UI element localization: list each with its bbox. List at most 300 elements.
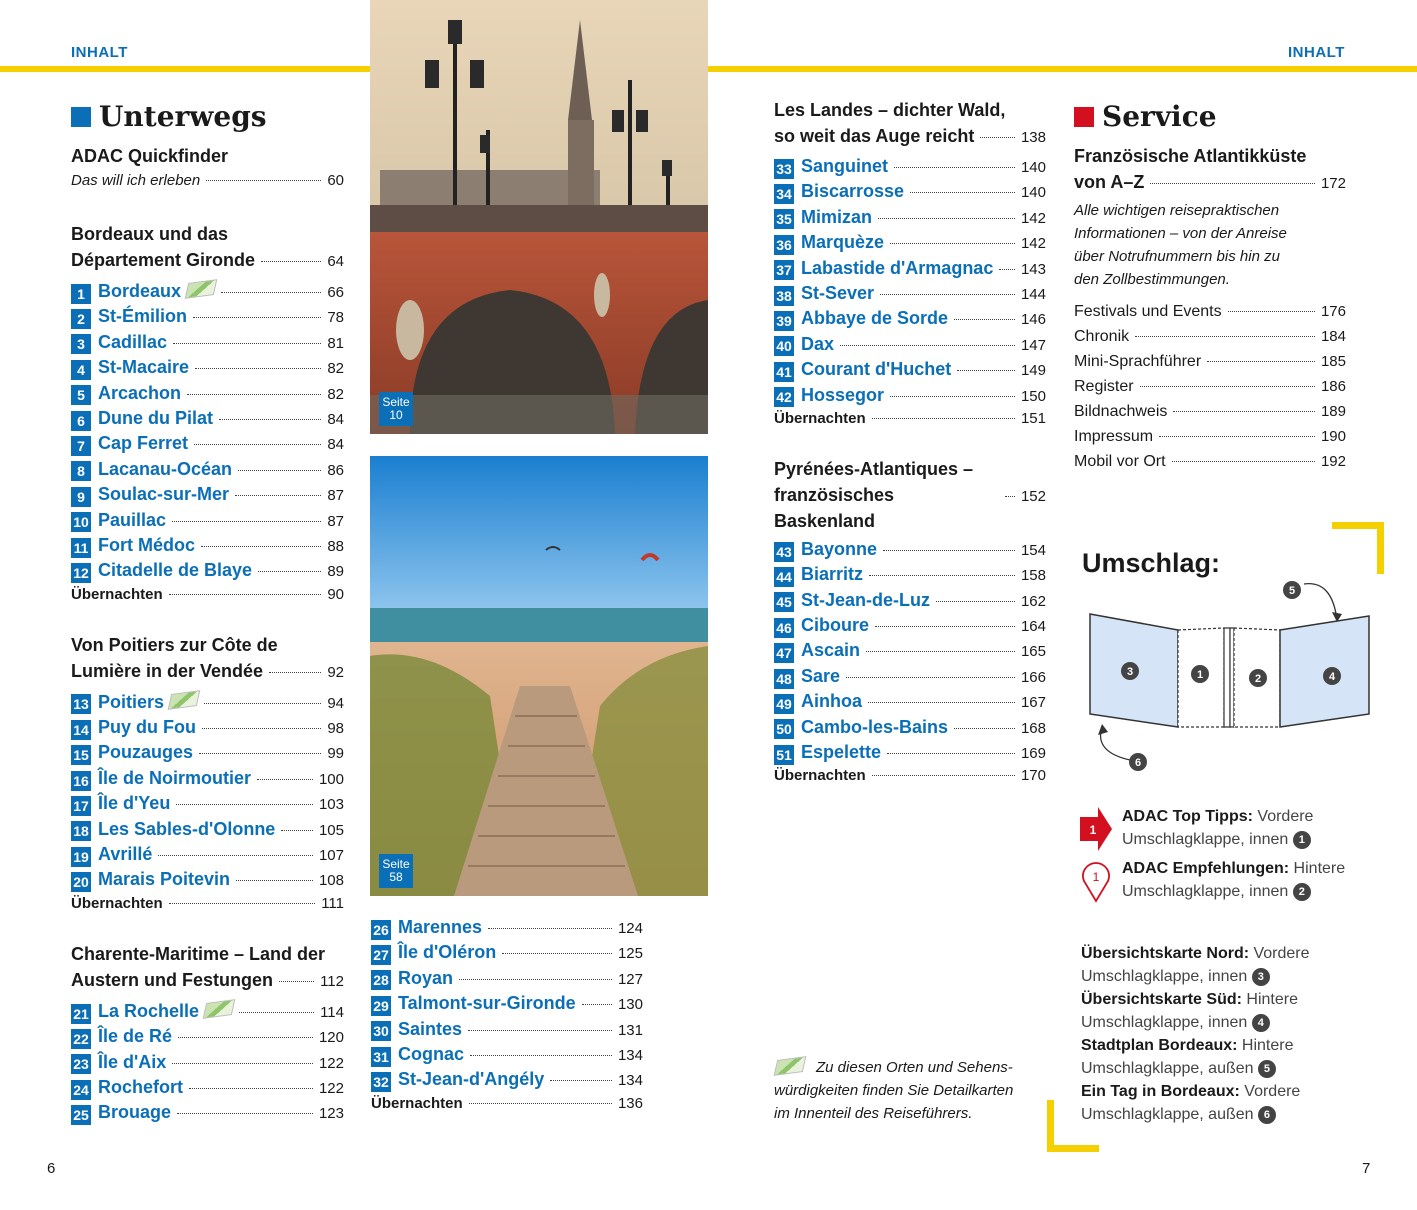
service-az-title[interactable]: Französische Atlantikküste von A–Z 172 (1074, 146, 1346, 192)
entry-page-number: 114 (320, 1003, 344, 1021)
entry-page-number: 143 (1020, 260, 1046, 278)
entry-number-badge: 15 (71, 745, 91, 765)
entry-place-name: Royan (398, 967, 454, 988)
leader-dots (470, 1055, 612, 1056)
cover-entry: Ein Tag in Bordeaux: Vordere Umschlagklappe, außen 6 (1081, 1083, 1301, 1123)
leader-dots (178, 1037, 313, 1038)
leader-dots (582, 1004, 612, 1005)
toc-list-charente-continued (371, 917, 643, 1095)
top-tipps-legend: 1 ADAC Top Tipps: Vordere Umschlagklappe, innen 1 (1080, 805, 1360, 851)
service-entry-label: Mini-Sprachführer (1074, 353, 1202, 370)
entry-page-number: 87 (327, 487, 344, 505)
entry-page-number: 78 (327, 309, 344, 327)
toc-entry[interactable] (71, 793, 344, 818)
toc-entry[interactable] (371, 1044, 643, 1069)
toc-entry[interactable] (774, 232, 1046, 257)
toc-entry[interactable] (774, 666, 1046, 691)
corner-mark-top (1332, 522, 1384, 574)
leader-dots (846, 677, 1015, 678)
entry-page-number: 150 (1020, 387, 1046, 405)
entry-place-name: Île de Ré (98, 1026, 173, 1047)
entry-place-name: Fort Médoc (98, 534, 195, 555)
leader-dots (221, 292, 321, 293)
toc-entry[interactable] (71, 408, 344, 433)
service-list (1074, 303, 1346, 478)
entry-page-number: 146 (1020, 311, 1046, 329)
leader-dots (177, 1113, 313, 1114)
page-number-right: 7 (1362, 1160, 1371, 1177)
entry-page-number: 149 (1020, 362, 1046, 380)
entry-place-name: Pauillac (98, 509, 167, 530)
toc-entry[interactable] (774, 691, 1046, 716)
cover-diagram (1082, 572, 1382, 782)
leader-dots (1173, 411, 1315, 412)
group-title-pyrenees: Pyrénées-Atlantiques – französisches Baskenland 152 (774, 458, 1046, 531)
toc-entry[interactable] (774, 564, 1046, 589)
entry-place-name: Bayonne (801, 538, 878, 559)
entry-place-name: Courant d'Huchet (801, 359, 952, 380)
leader-dots (281, 830, 313, 831)
detail-map-icon (185, 279, 218, 299)
entry-place-name: Île d'Oléron (398, 942, 497, 963)
entry-page-number: 120 (318, 1029, 344, 1047)
entry-page-number: 87 (327, 512, 344, 530)
toc-entry[interactable] (71, 1052, 344, 1077)
entry-place-name: Hossegor (801, 384, 885, 405)
blue-square-icon (71, 107, 91, 127)
toc-entry[interactable] (71, 768, 344, 793)
svg-text:1: 1 (1196, 669, 1204, 681)
leader-dots (1159, 436, 1315, 437)
leader-dots (193, 317, 321, 318)
uebernachten-landes[interactable]: Übernachten 151 (774, 409, 1046, 427)
toc-entry[interactable] (71, 357, 344, 382)
leader-dots (840, 345, 1015, 346)
group-title-charente: Charente-Maritime – Land der Austern und Festungen 112 (71, 943, 344, 990)
entry-number-badge: 7 (71, 436, 91, 456)
entry-number-badge: 26 (371, 920, 391, 940)
leader-dots (235, 495, 321, 496)
entry-page-number: 125 (617, 945, 643, 963)
toc-entry[interactable] (71, 560, 344, 585)
service-entry[interactable] (1074, 378, 1346, 403)
toc-entry[interactable] (774, 539, 1046, 564)
toc-entry[interactable] (71, 717, 344, 742)
leader-dots (502, 953, 612, 954)
entry-page-number: 100 (318, 770, 344, 788)
toc-entry[interactable] (71, 742, 344, 767)
umschlag-title: Umschlag: (1082, 548, 1221, 578)
entry-number-badge: 13 (71, 694, 91, 714)
leader-dots (158, 855, 313, 856)
toc-entry[interactable] (774, 283, 1046, 308)
entry-page-number: 122 (318, 1079, 344, 1097)
leader-dots (1140, 386, 1315, 387)
entry-place-name: Dax (801, 333, 835, 354)
entry-page-number: 82 (327, 385, 344, 403)
entry-place-name: St-Émilion (98, 306, 187, 327)
entry-place-name: St-Macaire (98, 357, 190, 378)
entry-place-name: Dune du Pilat (98, 407, 214, 428)
entry-number-badge: 35 (774, 209, 794, 229)
toc-entry[interactable] (71, 281, 344, 306)
toc-entry[interactable] (71, 1077, 344, 1102)
toc-entry[interactable] (71, 869, 344, 894)
left-column (71, 100, 344, 1128)
toc-entry[interactable] (71, 819, 344, 844)
entry-page-number: 99 (327, 745, 344, 763)
entry-number-badge: 20 (71, 872, 91, 892)
toc-entry[interactable] (71, 1102, 344, 1127)
leader-dots (459, 979, 612, 980)
badge-2: 2 (1293, 883, 1311, 901)
entry-number-badge: 16 (71, 771, 91, 791)
entry-place-name: Cap Ferret (98, 433, 189, 454)
service-entry-label: Bildnachweis (1074, 403, 1168, 420)
svg-text:6: 6 (1134, 757, 1142, 769)
toc-entry[interactable] (71, 510, 344, 535)
entry-number-badge: 40 (774, 336, 794, 356)
toc-entry[interactable] (371, 917, 643, 942)
svg-text:4: 4 (1328, 671, 1336, 683)
service-entry[interactable] (1074, 353, 1346, 378)
toc-entry[interactable] (774, 308, 1046, 333)
entry-number-badge: 32 (371, 1072, 391, 1092)
leader-dots (204, 703, 321, 704)
toc-entry[interactable] (71, 306, 344, 331)
seite-badge-top: Seite 10 (379, 392, 413, 426)
entry-page-number: 166 (1020, 668, 1046, 686)
entry-page-number: 165 (1020, 643, 1046, 661)
photo-beach-path (370, 456, 708, 896)
empfehlung-marker-icon (1080, 859, 1112, 903)
service-entry-label: Impressum (1074, 428, 1154, 445)
entry-place-name: St-Jean-d'Angély (398, 1069, 545, 1090)
entry-page-number: 164 (1020, 618, 1046, 636)
entry-place-name: Sare (801, 665, 841, 686)
entry-place-name: Marais Poitevin (98, 869, 231, 890)
leader-dots (1207, 361, 1315, 362)
entry-page-number: 134 (617, 1046, 643, 1064)
service-entry-page: 192 (1320, 453, 1346, 470)
svg-text:1: 1 (1089, 823, 1097, 837)
entry-page-number: 142 (1020, 235, 1046, 253)
uebernachten-charente[interactable]: Übernachten 136 (371, 1094, 643, 1112)
entry-place-name: St-Jean-de-Luz (801, 589, 931, 610)
uebernachten-gironde[interactable]: Übernachten 90 (71, 585, 344, 603)
leader-dots (468, 1030, 612, 1031)
entry-page-number: 82 (327, 360, 344, 378)
service-entry-page: 185 (1320, 353, 1346, 370)
entry-number-badge: 12 (71, 563, 91, 583)
entry-number-badge: 51 (774, 745, 794, 765)
toc-entry[interactable] (774, 640, 1046, 665)
entry-number-badge: 18 (71, 821, 91, 841)
entry-number-badge: 43 (774, 542, 794, 562)
service-entry[interactable] (1074, 303, 1346, 328)
top-tipp-marker-icon (1080, 807, 1114, 851)
entry-number-badge: 34 (774, 184, 794, 204)
toc-entry[interactable] (371, 1069, 643, 1094)
leader-dots (894, 167, 1015, 168)
right-column-1 (774, 97, 1046, 793)
leader-dots (239, 1012, 314, 1013)
detail-map-icon (203, 999, 236, 1019)
entry-number-badge: 23 (71, 1054, 91, 1074)
entry-page-number: 134 (617, 1072, 643, 1090)
leader-dots (866, 651, 1015, 652)
toc-entry[interactable] (71, 692, 344, 717)
toc-entry[interactable] (371, 993, 643, 1018)
entry-place-name: Ciboure (801, 615, 870, 636)
toc-entry[interactable] (774, 207, 1046, 232)
service-entry-page: 189 (1320, 403, 1346, 420)
cover-badge: 3 (1252, 968, 1270, 986)
service-column (1074, 100, 1346, 478)
entry-page-number: 84 (327, 410, 344, 428)
section-title-service: Service (1074, 100, 1346, 133)
quickfinder-entry[interactable]: Das will ich erleben 60 (71, 172, 344, 189)
entry-number-badge: 24 (71, 1080, 91, 1100)
toc-entry[interactable] (71, 1026, 344, 1051)
leader-dots (199, 753, 321, 754)
uebernachten-pyrenees[interactable]: Übernachten 170 (774, 767, 1046, 785)
service-entry-label: Festivals und Events (1074, 303, 1222, 320)
leader-dots (890, 243, 1015, 244)
entry-page-number: 107 (318, 847, 344, 865)
entry-place-name: Avrillé (98, 844, 153, 865)
entry-number-badge: 47 (774, 643, 794, 663)
entry-number-badge: 42 (774, 387, 794, 407)
group-title-vendee: Von Poitiers zur Côte de Lumière in der Vendée 92 (71, 634, 344, 681)
entry-place-name: Rochefort (98, 1076, 183, 1097)
entry-page-number: 81 (327, 334, 344, 352)
entry-place-name: Bordeaux (98, 281, 182, 301)
leader-dots (176, 804, 313, 805)
entry-number-badge: 28 (371, 970, 391, 990)
cover-badge: 4 (1252, 1014, 1270, 1032)
entry-page-number: 124 (617, 920, 643, 937)
empfehlungen-legend: 1 ADAC Empfehlungen: Hintere Umschlagklappe, innen 2 (1080, 857, 1360, 903)
leader-dots (189, 1088, 313, 1089)
entry-page-number: 127 (617, 970, 643, 988)
toc-entry[interactable] (71, 433, 344, 458)
entry-page-number: 86 (327, 461, 344, 479)
entry-number-badge: 25 (71, 1105, 91, 1125)
section-title-unterwegs: Unterwegs (71, 100, 344, 133)
entry-number-badge: 36 (774, 235, 794, 255)
service-entry-label: Chronik (1074, 328, 1130, 345)
cover-entry: Stadtplan Bordeaux: Hintere Umschlagklappe, außen 5 (1081, 1037, 1294, 1077)
entry-number-badge: 44 (774, 567, 794, 587)
toc-entry[interactable] (774, 359, 1046, 384)
entry-page-number: 105 (318, 821, 344, 839)
toc-entry[interactable] (774, 181, 1046, 206)
service-entry[interactable] (1074, 403, 1346, 428)
leader-dots (488, 928, 612, 929)
toc-entry[interactable] (774, 742, 1046, 767)
entry-page-number: 84 (327, 436, 344, 454)
group-title-gironde: Bordeaux und das Département Gironde 64 (71, 224, 344, 270)
svg-text:1: 1 (1092, 870, 1100, 884)
seite-badge-bottom: Seite 58 (379, 854, 413, 888)
leader-dots (187, 394, 321, 395)
leader-dots (258, 571, 321, 572)
entry-number-badge: 30 (371, 1021, 391, 1041)
entry-page-number: 144 (1020, 285, 1046, 303)
entry-page-number: 168 (1020, 719, 1046, 737)
entry-number-badge: 22 (71, 1029, 91, 1049)
toc-entry[interactable] (371, 942, 643, 967)
entry-number-badge: 3 (71, 334, 91, 354)
entry-number-badge: 49 (774, 694, 794, 714)
toc-entry[interactable] (774, 590, 1046, 615)
entry-number-badge: 14 (71, 720, 91, 740)
entry-place-name: St-Sever (801, 282, 875, 303)
service-entry-page: 186 (1320, 378, 1346, 395)
leader-dots (202, 728, 321, 729)
beach-illustration (370, 456, 708, 896)
toc-entry[interactable] (71, 535, 344, 560)
entry-page-number: 98 (327, 720, 344, 738)
leader-dots (172, 521, 321, 522)
header-rule-left (0, 66, 370, 72)
entry-number-badge: 9 (71, 487, 91, 507)
entry-page-number: 140 (1020, 184, 1046, 202)
leader-dots (1172, 461, 1315, 462)
bridge-illustration (370, 0, 708, 434)
service-entry-page: 176 (1320, 303, 1346, 320)
entry-number-badge: 33 (774, 159, 794, 179)
service-entry[interactable] (1074, 428, 1346, 453)
leader-dots (910, 192, 1015, 193)
toc-entry[interactable] (774, 156, 1046, 181)
entry-number-badge: 8 (71, 461, 91, 481)
leader-dots (875, 626, 1015, 627)
entry-number-badge: 39 (774, 311, 794, 331)
leader-dots (957, 370, 1015, 371)
leader-dots (878, 218, 1015, 219)
entry-place-name: La Rochelle (98, 1000, 200, 1021)
toc-entry[interactable] (774, 717, 1046, 742)
toc-entry[interactable] (774, 615, 1046, 640)
entry-page-number: 103 (318, 796, 344, 814)
entry-place-name: Pouzauges (98, 742, 194, 763)
uebernachten-vendee[interactable]: Übernachten 111 (71, 894, 344, 912)
entry-place-name: Cadillac (98, 331, 168, 352)
leader-dots (257, 779, 313, 780)
leader-dots (999, 269, 1015, 270)
toc-entry[interactable] (774, 385, 1046, 410)
entry-number-badge: 1 (71, 284, 91, 304)
toc-entry[interactable] (371, 968, 643, 993)
entry-place-name: Puy du Fou (98, 717, 196, 738)
entry-place-name: Soulac-sur-Mer (98, 484, 230, 505)
entry-place-name: Arcachon (98, 382, 182, 403)
entry-place-name: Cambo-les-Bains (801, 716, 949, 737)
group-title-landes: Les Landes – dichter Wald, so weit das Auge reicht 138 (774, 100, 1046, 146)
entry-place-name: Cognac (398, 1043, 465, 1064)
service-entry-label: Mobil vor Ort (1074, 453, 1166, 470)
toc-entry[interactable] (71, 844, 344, 869)
toc-list-landes (774, 156, 1046, 410)
leader-dots (887, 753, 1015, 754)
entry-place-name: Labastide d'Armagnac (801, 257, 994, 278)
toc-entry[interactable] (371, 1019, 643, 1044)
entry-number-badge: 10 (71, 512, 91, 532)
entry-place-name: Lacanau-Océan (98, 458, 233, 479)
entry-page-number: 89 (327, 563, 344, 581)
entry-place-name: Talmont-sur-Gironde (398, 993, 576, 1014)
entry-number-badge: 31 (371, 1047, 391, 1067)
cover-badge: 6 (1258, 1106, 1276, 1124)
entry-page-number: 130 (617, 996, 643, 1014)
entry-place-name: Île d'Aix (98, 1051, 167, 1072)
entry-number-badge: 27 (371, 945, 391, 965)
leader-dots (238, 470, 321, 471)
toc-entry[interactable] (71, 1001, 344, 1026)
entry-number-badge: 21 (71, 1004, 91, 1024)
leader-dots (883, 550, 1015, 551)
header-rule-right (708, 66, 1417, 72)
entry-place-name: Espelette (801, 742, 882, 763)
entry-place-name: Marquèze (801, 232, 885, 253)
entry-page-number: 169 (1020, 745, 1046, 763)
entry-place-name: Ainhoa (801, 691, 862, 712)
entry-page-number: 162 (1020, 592, 1046, 610)
toc-entry[interactable] (71, 332, 344, 357)
leader-dots (194, 444, 321, 445)
entry-number-badge: 50 (774, 719, 794, 739)
leader-dots (172, 1063, 313, 1064)
photo-bordeaux-bridge (370, 0, 708, 434)
service-entry[interactable] (1074, 328, 1346, 353)
toc-entry[interactable] (71, 484, 344, 509)
header-label-right: INHALT (1288, 44, 1345, 61)
entry-number-badge: 38 (774, 286, 794, 306)
entry-number-badge: 41 (774, 362, 794, 382)
toc-list-charente (71, 1001, 344, 1128)
entry-page-number: 158 (1020, 567, 1046, 585)
entry-place-name: Abbaye de Sorde (801, 308, 949, 329)
entry-page-number: 167 (1020, 694, 1046, 712)
map-note: Zu diesen Orten und Sehens- würdigkeiten finden Sie Detailkarten im Innenteil des Reiseführers. (774, 1056, 1034, 1125)
entry-page-number: 108 (318, 872, 344, 890)
leader-dots (219, 419, 321, 420)
entry-number-badge: 19 (71, 847, 91, 867)
service-entry[interactable] (1074, 453, 1346, 478)
leader-dots (936, 601, 1015, 602)
entry-page-number: 154 (1020, 541, 1046, 559)
toc-entry[interactable] (774, 258, 1046, 283)
entry-place-name: Brouage (98, 1102, 172, 1123)
entry-number-badge: 6 (71, 411, 91, 431)
entry-number-badge: 45 (774, 592, 794, 612)
entry-place-name: Citadelle de Blaye (98, 560, 253, 581)
toc-entry[interactable] (71, 383, 344, 408)
quickfinder-title: ADAC Quickfinder (71, 146, 229, 166)
entry-place-name: Sanguinet (801, 156, 889, 176)
entry-page-number: 142 (1020, 209, 1046, 227)
leader-dots (868, 702, 1015, 703)
svg-text:2: 2 (1254, 673, 1262, 685)
toc-entry[interactable] (71, 459, 344, 484)
entry-number-badge: 5 (71, 385, 91, 405)
leader-dots (1228, 311, 1315, 312)
toc-entry[interactable] (774, 334, 1046, 359)
cover-entries (1081, 942, 1381, 1126)
entry-number-badge: 46 (774, 618, 794, 638)
